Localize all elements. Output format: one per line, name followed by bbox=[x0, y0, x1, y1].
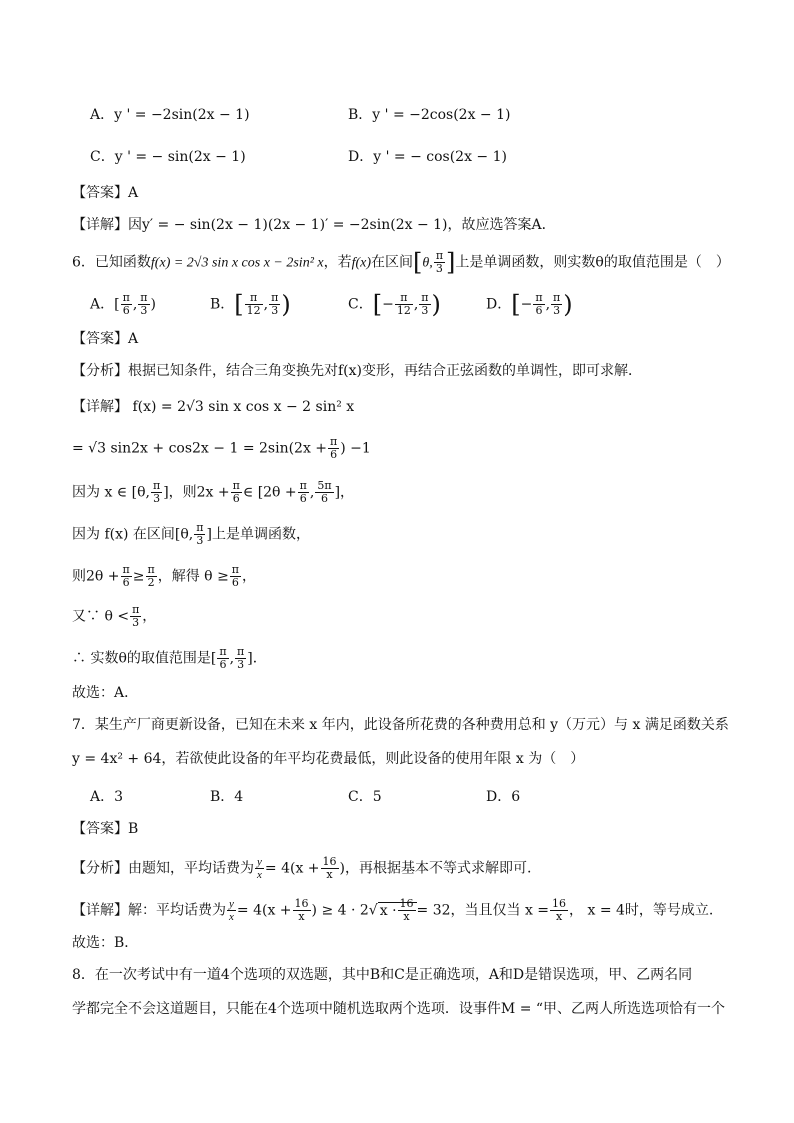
q6-choice: 故选：A． bbox=[72, 685, 139, 701]
q6-option-d: D．[− $\frac{\pi}{6}$ , $\frac{\pi}{3}$ ) bbox=[486, 290, 573, 319]
q7-analysis: 【分析】由题知，平均话费为 $\frac{y}{x}$ = 4(x + $\frac{16}{x}$ )，再根据基本不等式求解即可. bbox=[72, 855, 532, 881]
q7-answer: 【答案】B bbox=[72, 821, 139, 837]
q5-detail: 【详解】因y′ = − sin(2x − 1)(2x − 1)′ = −2sin(2x − 1)，故应选答案A． bbox=[72, 217, 556, 233]
q5-option-b: B．y ' = −2cos(2x − 1) bbox=[348, 107, 511, 123]
q6-answer: 【答案】A bbox=[72, 331, 139, 347]
q7-detail: 【详解】解：平均话费为 $\frac{y}{x}$ = 4(x + $\frac{16}{x}$ ) ≥ 4 · 2√ x · $\frac{16}{x}$ = 32，当且仅当 x = $\frac{16}{x}$ ， x = 4时，等号成立. bbox=[72, 897, 714, 923]
q5-option-a: A．y ' = −2sin(2x − 1) bbox=[90, 107, 250, 123]
q6-analysis: 【分析】根据已知条件，结合三角变换先对f(x)变形，再结合正弦函数的单调性，即可求解． bbox=[72, 363, 642, 379]
q8-line-2: 学都完全不会这道题目，只能在4个选项中随机选取两个选项．设事件M = “甲、乙两人所选选项恰有一个 bbox=[72, 1001, 726, 1017]
q5-answer: 【答案】A bbox=[72, 185, 139, 201]
q6-stem: 6．已知函数f(x) = 2√3 sin x cos x − 2sin² x，若f(x)在区间[θ, $\frac{\pi}{3}$ ]上是单调函数，则实数θ的取值范围是（ ） bbox=[72, 248, 730, 277]
q7-choice: 故选：B． bbox=[72, 935, 139, 951]
q7-option-a: A．3 bbox=[90, 789, 124, 805]
q7-stem-2: y = 4x² + 64，若欲使此设备的年平均花费最低，则此设备的使用年限 x 为（ ） bbox=[72, 751, 585, 767]
q6-detail-7: ∴ 实数θ的取值范围是[ $\frac{\pi}{6}$ , $\frac{\pi}{3}$ ]． bbox=[72, 645, 267, 671]
q7-option-c: C．5 bbox=[348, 789, 382, 805]
q6-detail-3: 因为 x ∈ [θ, $\frac{\pi}{3}$ ]，则2x + $\frac{\pi}{6}$ ∈ [2θ + $\frac{\pi}{6}$ , $\frac{5\pi}{6}$ ]， bbox=[72, 479, 355, 505]
q7-option-b: B．4 bbox=[210, 789, 244, 805]
q6-detail-6: 又∵ θ < $\frac{\pi}{3}$ ， bbox=[72, 603, 157, 629]
q8-line-1: 8．在一次考试中有一道4个选项的双选题，其中B和C是正确选项，A和D是错误选项，甲、乙两名同 bbox=[72, 967, 693, 983]
q6-detail-1: 【详解】 f(x) = 2√3 sin x cos x − 2 sin² x bbox=[72, 399, 355, 415]
q7-stem-1: 7．某生产厂商更新设备，已知在未来 x 年内，此设备所花费的各种费用总和 y（万元）与 x 满足函数关系 bbox=[72, 717, 729, 733]
q6-detail-5: 则2θ + $\frac{\pi}{6}$ ≥ $\frac{\pi}{2}$ ，解得 θ ≥ $\frac{\pi}{6}$ ， bbox=[72, 563, 257, 589]
q5-option-c: C．y ' = − sin(2x − 1) bbox=[90, 149, 246, 165]
q6-detail-4: 因为 f(x) 在区间[θ, $\frac{\pi}{3}$ ]上是单调函数， bbox=[72, 521, 310, 547]
q6-detail-2: = √3 sin2x + cos2x − 1 = 2sin(2x + $\frac{\pi}{6}$ ) −1 bbox=[72, 435, 371, 461]
q6-option-c: C．[− $\frac{\pi}{12}$ , $\frac{\pi}{3}$ ) bbox=[348, 290, 441, 319]
q7-option-d: D．6 bbox=[486, 789, 521, 805]
q5-option-d: D．y ' = − cos(2x − 1) bbox=[348, 149, 507, 165]
q6-option-a: A．[ $\frac{\pi}{6}$ , $\frac{\pi}{3}$ ) bbox=[90, 291, 156, 317]
q6-option-b: B．[ $\frac{\pi}{12}$ , $\frac{\pi}{3}$ ) bbox=[210, 290, 291, 319]
